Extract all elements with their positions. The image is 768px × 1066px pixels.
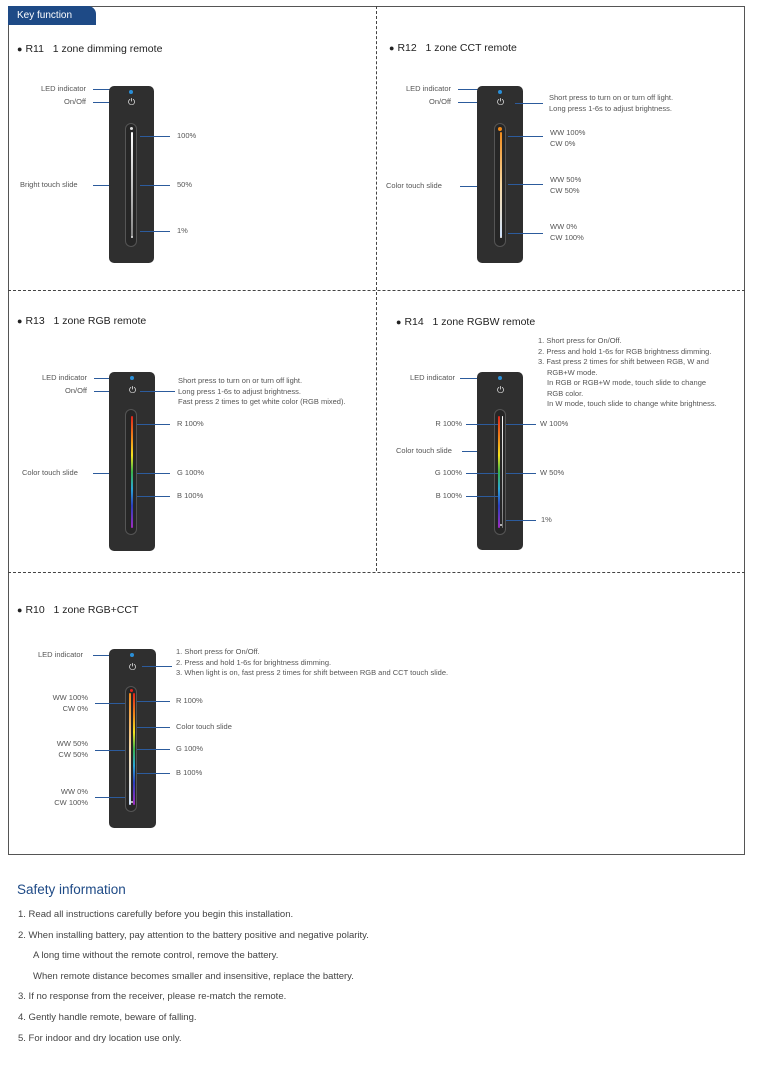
r12-level-line-2 (508, 184, 543, 185)
r10-right-line-3 (137, 749, 170, 750)
r10-left-level-2-ww: WW 50% (56, 739, 88, 748)
r13-slide-bar (131, 416, 133, 528)
r13-level-r: R 100% (177, 419, 204, 428)
r14-level-r: R 100% (435, 419, 462, 428)
r10-code: R10 (25, 604, 45, 616)
safety-item-2a: A long time without the remote control, remove the battery. (33, 950, 279, 961)
r11-level-50: 50% (177, 180, 193, 189)
r12-color-touch-slide-label: Color touch slide (386, 181, 442, 190)
r10-left-level-2-cw: CW 50% (58, 749, 88, 759)
safety-title: Safety information (17, 882, 126, 897)
r14-slide-bar-rgb (498, 416, 500, 528)
r11-level-line-3 (140, 231, 170, 232)
horizontal-divider-2 (8, 572, 745, 573)
r14-left-line-1 (466, 424, 498, 425)
r13-on-off-label: On/Off (65, 386, 87, 395)
r10-left-level-1-cw: CW 0% (62, 703, 88, 713)
r12-remote (477, 86, 523, 263)
r14-level-w50: W 50% (540, 468, 565, 477)
r12-level-1 (550, 128, 585, 149)
safety-item-3: 3. If no response from the receiver, please re-match the remote. (18, 991, 287, 1002)
r12-level-2-ww: WW 50% (550, 175, 582, 184)
r11-slide-bottom-dot (131, 236, 133, 238)
r10-right-line-1 (137, 701, 170, 702)
key-function-tab: Key function (8, 6, 96, 25)
r14-note-5: In RGB or RGB+W mode, touch slide to change (547, 378, 707, 387)
r10-left-level-1 (40, 693, 88, 714)
r10-left-level-3-ww: WW 0% (60, 787, 88, 796)
r12-level-2-cw: CW 50% (550, 185, 580, 195)
r13-level-b: B 100% (177, 491, 204, 500)
r14-code: R14 (404, 316, 424, 328)
r11-led-indicator (129, 90, 133, 94)
power-icon[interactable]: ⏻ (496, 97, 505, 107)
r12-on-off-label: On/Off (429, 97, 451, 106)
r12-level-1-ww: WW 100% (550, 128, 586, 137)
power-icon[interactable]: ⏻ (496, 385, 505, 395)
r14-name: 1 zone RGBW remote (432, 316, 536, 328)
r11-on-off-label: On/Off (64, 97, 86, 106)
r11-code: R11 (25, 43, 44, 55)
power-icon[interactable]: ⏻ (127, 97, 136, 107)
r10-name: 1 zone RGB+CCT (53, 604, 139, 616)
r11-level-line-2 (140, 185, 170, 186)
r14-remote (477, 372, 523, 550)
r10-left-line-2 (95, 750, 125, 751)
r10-level-r: R 100% (176, 696, 203, 705)
r14-right-line-2 (506, 473, 536, 474)
r10-left-line-1 (95, 703, 125, 704)
r10-led-indicator-label: LED indicator (38, 650, 84, 659)
r13-level-line-1 (137, 424, 170, 425)
safety-item-4: 4. Gently handle remote, beware of falling. (18, 1012, 197, 1023)
r10-note-3: 3. When light is on, fast press 2 times for shift between RGB and CCT touch slide. (176, 668, 449, 677)
r12-slide-top-dot (498, 127, 502, 131)
safety-item-2: 2. When installing battery, pay attention to the battery positive and negative polarity. (18, 930, 369, 941)
r10-left-level-1-ww: WW 100% (52, 693, 88, 702)
r11-level-line-1 (140, 136, 170, 137)
r13-led-indicator-label: LED indicator (41, 373, 87, 382)
r13-code: R13 (25, 315, 45, 327)
r13-level-line-3 (137, 496, 170, 497)
r14-note-3: 3. Fast press 2 times for shift between RGB, W and (538, 357, 709, 366)
r13-name: 1 zone RGB remote (53, 315, 147, 327)
r10-notes (176, 647, 448, 679)
power-icon[interactable]: ⏻ (128, 385, 137, 395)
r12-title: ● R12 1 zone CCT remote (389, 42, 517, 54)
r10-note-line (142, 666, 172, 667)
r12-name: 1 zone CCT remote (425, 42, 517, 54)
r14-right-line-1 (506, 424, 536, 425)
r11-level-1: 1% (177, 226, 188, 235)
r13-level-g: G 100% (177, 468, 205, 477)
r11-remote (109, 86, 154, 263)
r12-led-indicator (498, 90, 502, 94)
r14-right-line-3 (506, 520, 536, 521)
r10-slide-bottom-dot (131, 801, 133, 803)
r10-right-line-2 (137, 727, 170, 728)
r12-level-3-ww: WW 0% (550, 222, 578, 231)
r13-remote (109, 372, 155, 551)
r10-touch-slide[interactable] (125, 686, 137, 812)
r10-note-2: 2. Press and hold 1-6s for brightness dimming. (176, 657, 332, 667)
r14-slide-bottom-dot (500, 524, 502, 526)
r12-level-3-cw: CW 100% (550, 232, 584, 242)
safety-item-2b: When remote distance becomes smaller and insensitive, replace the battery. (33, 971, 354, 982)
safety-item-1: 1. Read all instructions carefully before you begin this installation. (18, 909, 294, 920)
r12-slide-bottom-dot (500, 236, 502, 238)
r14-title: ● R14 1 zone RGBW remote (396, 316, 536, 328)
r14-slide-bar-w (502, 416, 503, 528)
r11-title: ● R11 1 zone dimming remote (17, 43, 163, 55)
r14-notes (538, 336, 717, 410)
r12-level-line-1 (508, 136, 543, 137)
r11-slide-top-dot (130, 127, 133, 130)
r11-level-100: 100% (177, 131, 197, 140)
r11-name: 1 zone dimming remote (52, 43, 163, 55)
r12-level-line-3 (508, 233, 543, 234)
r10-slide-bar-rgb (133, 693, 135, 805)
r14-note-2: 2. Press and hold 1-6s for RGB brightness dimming. (538, 346, 712, 356)
r14-led-indicator-label: LED indicator (410, 373, 456, 382)
r10-slide-top-dot (130, 689, 133, 692)
r13-note-3: Fast press 2 times to get white color (RGB mixed). (178, 397, 346, 406)
r10-left-level-3 (40, 787, 88, 808)
r10-level-g: G 100% (176, 744, 204, 753)
r12-notes (549, 93, 673, 114)
r13-notes (178, 376, 346, 408)
r13-note-1: Short press to turn on or turn off light. (178, 376, 303, 385)
r12-slide-bar (500, 132, 502, 238)
r12-level-3 (550, 222, 584, 243)
r11-led-indicator-label: LED indicator (40, 84, 86, 93)
r10-remote (109, 649, 156, 828)
r14-color-touch-slide-label: Color touch slide (396, 446, 452, 455)
r10-level-b: B 100% (176, 768, 203, 777)
vertical-divider (376, 6, 377, 571)
r10-title: ● R10 1 zone RGB+CCT (17, 604, 139, 616)
r11-slide-bar (131, 132, 133, 238)
r12-note-2: Long press 1-6s to adjust brightness. (549, 103, 672, 113)
r13-color-touch-slide-label: Color touch slide (22, 468, 78, 477)
safety-item-5: 5. For indoor and dry location use only. (18, 1033, 182, 1044)
r13-note-line (140, 391, 175, 392)
r10-left-line-3 (95, 797, 125, 798)
r11-bright-touch-slide-label: Bright touch slide (20, 180, 78, 189)
r14-note-1: 1. Short press for On/Off. (538, 336, 622, 345)
r13-led-indicator (130, 376, 134, 380)
r12-led-indicator-label: LED indicator (405, 84, 451, 93)
r12-code: R12 (397, 42, 417, 54)
r14-level-g: G 100% (434, 468, 462, 477)
r14-note-7: In W mode, touch slide to change white brightness. (547, 399, 717, 408)
r11-touch-slide[interactable] (125, 123, 137, 247)
r13-level-line-2 (137, 473, 170, 474)
r12-level-2 (550, 175, 581, 196)
r14-left-line-3 (466, 496, 498, 497)
r10-note-1: 1. Short press for On/Off. (176, 647, 260, 656)
r14-level-w100: W 100% (540, 419, 569, 428)
r14-left-line-2 (466, 473, 498, 474)
r12-note-1: Short press to turn on or turn off light. (549, 93, 674, 102)
r10-slide-bar-cct (129, 693, 131, 805)
r10-led-indicator (130, 653, 134, 657)
r12-note-line (515, 103, 543, 104)
r14-level-b: B 100% (435, 491, 462, 500)
r10-left-level-3-cw: CW 100% (54, 797, 88, 807)
horizontal-divider-1 (8, 290, 745, 291)
r12-touch-slide[interactable] (494, 123, 506, 247)
r12-level-1-cw: CW 0% (550, 138, 576, 148)
r14-note-6: RGB color. (547, 388, 584, 398)
power-icon[interactable]: ⏻ (128, 662, 137, 672)
r10-color-touch-slide-label: Color touch slide (176, 722, 232, 731)
r13-note-2: Long press 1-6s to adjust brightness. (178, 386, 301, 396)
r14-touch-slide[interactable] (494, 409, 506, 535)
r14-led-indicator (498, 376, 502, 380)
r14-note-4: RGB+W mode. (547, 367, 598, 377)
r10-left-level-2 (40, 739, 88, 760)
r13-touch-slide[interactable] (125, 409, 137, 535)
r10-right-line-4 (137, 773, 170, 774)
r14-level-1: 1% (541, 515, 552, 524)
r13-title: ● R13 1 zone RGB remote (17, 315, 147, 327)
